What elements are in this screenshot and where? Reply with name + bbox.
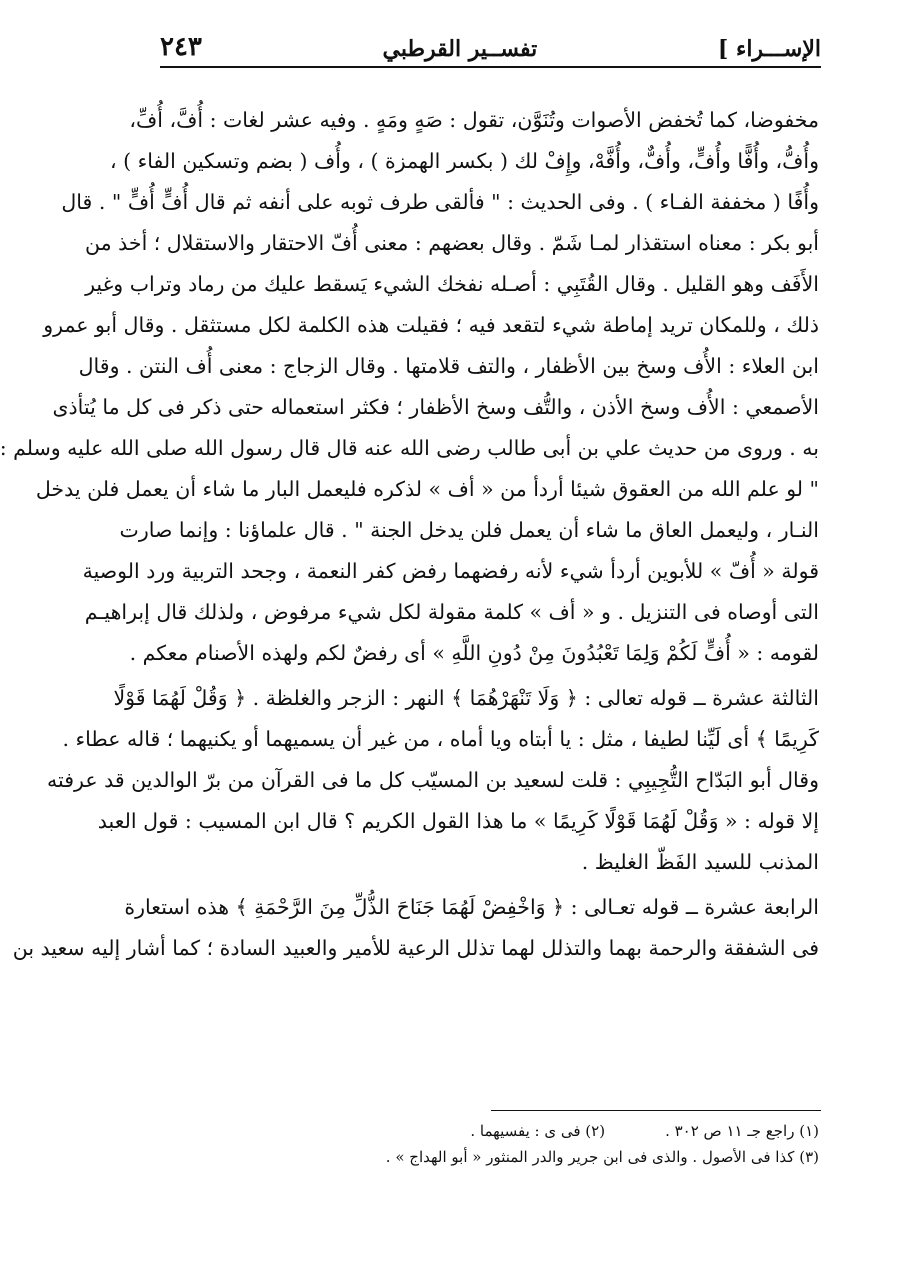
text-line: مخفوضا، كما تُخفض الأصوات وتُنَوَّن، تقول : صَهٍ ومَهٍ . وفيه عشر لغات : أُفَّ، أُفِّ، (129, 108, 819, 132)
text-line: أبو بكر : معناه استقذار لمـا شَمّ . وقال بعضهم : معنى أُفّ الاحتقار والاستقلال ؛ أخذ من (85, 231, 819, 255)
paragraph-2 (47, 678, 819, 883)
footnote-3: (٣) كذا فى الأصول . والذى فى ابن جرير والدر المنثور « أبو الهداج » . (385, 1148, 819, 1166)
text-line: به . وروى من حديث علي بن أبى طالب رضى الله عنه قال قال رسول الله صلى الله عليه وسلم : (0, 436, 819, 460)
text-line: كَرِيمًا ﴾ أى لَيِّنا لطيفا ، مثل : يا أبتاه ويا أماه ، من غير أن يسميهما أو يكنيهما ؛ قاله عطاء . (62, 727, 819, 751)
footnote-1: (١) راجع جـ ١١ ص ٣٠٢ . (665, 1122, 819, 1140)
text-line: الثالثة عشرة ــ قوله تعالى : ﴿ وَلَا تَنْهَرْهُمَا ﴾ النهر : الزجر والغلظة . ﴿ وَقُلْ لَهُمَا قَوْلًا (113, 686, 819, 710)
text-line: لقومه : « أُفٍّ لَكُمْ وَلِمَا تَعْبُدُونَ مِنْ دُونِ اللَّهِ » أى رفضٌ لكم ولهذه الأصنام معكم . (129, 641, 819, 665)
text-line: وأُفُّ، وأُفًّا وأُفٍّ، وأُفٌّ، وأُفَّهْ، وإِفْ لك ( بكسر الهمزة ) ، وأُف ( بضم وتسكين الفاء ) ، (109, 149, 819, 173)
book-title: تفســير القرطبي (382, 36, 538, 62)
text-line: التى أوصاه فى التنزيل . و « أف » كلمة مقولة لكل شيء مرفوض ، ولذلك قال إبراهيـم (84, 600, 819, 624)
footnote-2: (٢) فى ى : يفسيهما . (470, 1122, 606, 1140)
text-line: النـار ، وليعمل العاق ما شاء أن يعمل فلن يدخل الجنة " . قال علماؤنا : وإنما صارت (119, 518, 819, 542)
page-header (160, 26, 821, 68)
text-line: وأُفًا ( مخففة الفـاء ) . وفى الحديث : " فألقى طرف ثوبه على أنفه ثم قال أُفٍّ أُفٍّ " . قال (61, 190, 819, 214)
text-line: المذنب للسيد الفَظّ الغليظ . (581, 850, 819, 874)
text-line: إلا قوله : « وَقُلْ لَهُمَا قَوْلًا كَرِيمًا » ما هذا القول الكريم ؟ قال ابن المسيب : قول العبد (97, 809, 819, 833)
page-body (0, 100, 819, 969)
text-line: وقال أبو البَدّاح التُّجِيبِي : قلت لسعيد بن المسيّب كل ما فى القرآن من برّ الوالدين قد عرفته (47, 768, 819, 792)
paragraph-3 (12, 887, 819, 969)
text-line: الأَفَف وهو القليل . وقال القُتَبِي : أصـله نفخك الشيء يَسقط عليك من رماد وتراب وغير (85, 272, 819, 296)
page-number: ٢٤٣ (160, 32, 202, 62)
footnote-divider (491, 1110, 821, 1111)
text-line: " لو علم الله من العقوق شيئا أردأ من « أف » لذكره فليعمل البار ما شاء أن يعمل فلن يدخل (35, 477, 819, 501)
paragraph-1 (0, 100, 819, 674)
text-line: ابن العلاء : الأُف وسخ بين الأظفار ، والتف قلامتها . وقال الزجاج : معنى أُف النتن . وقال (78, 354, 819, 378)
text-line: الرابعة عشرة ــ قوله تعـالى : ﴿ وَاخْفِضْ لَهُمَا جَنَاحَ الذُّلِّ مِنَ الرَّحْمَةِ ﴾ هذه استعارة (124, 895, 819, 919)
text-line: ذلك ، وللمكان تريد إماطة شيء لتقعد فيه ؛ فقيلت هذه الكلمة لكل مستثقل . وقال أبو عمرو (43, 313, 819, 337)
surah-name: الإســـراء ] (717, 36, 821, 62)
text-line: الأصمعي : الأُف وسخ الأذن ، والتُّف وسخ الأظفار ؛ فكثر استعماله حتى ذكر فى كل ما يُتأذى (52, 395, 819, 419)
text-line: فى الشفقة والرحمة بهما والتذلل لهما تذلل الرعية للأمير والعبيد السادة ؛ كما أشار إليه سعيد بن (12, 936, 819, 960)
text-line: قولة « أُفّ » للأبوين أردأ شيء لأنه رفضهما رفض كفر النعمة ، وجحد التربية ورد الوصية (82, 559, 819, 583)
footnotes (162, 1118, 819, 1170)
